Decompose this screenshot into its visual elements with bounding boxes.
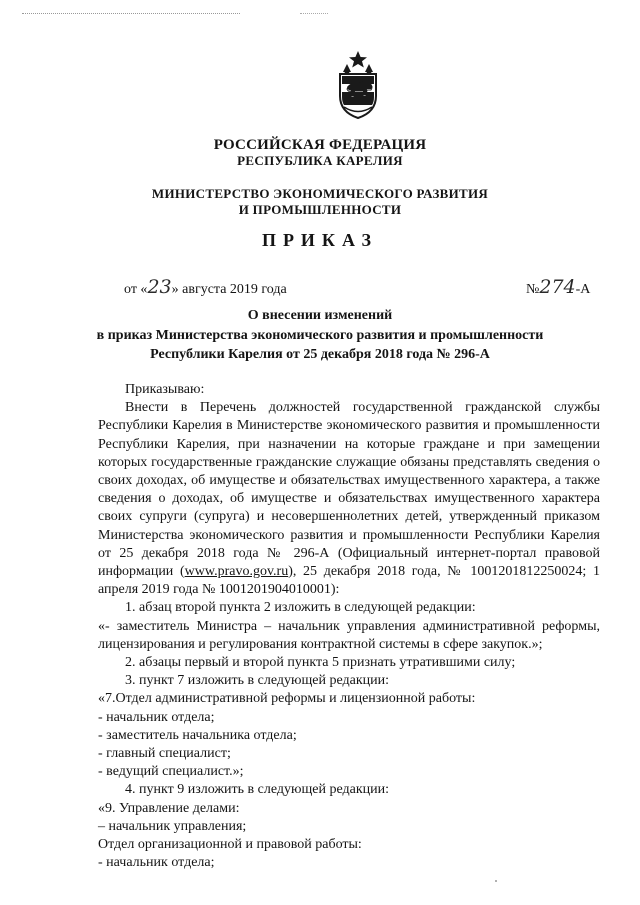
item-4-last: - начальник отдела; (98, 855, 215, 871)
intro-text-end: ), 25 декабря 2018 года, № 1001201812250024; 1 апреля 2019 года № 1001201904010001): (98, 564, 600, 598)
ministry-line-2: И ПРОМЫШЛЕННОСТИ (238, 202, 402, 217)
date-rest: » августа 2019 года (171, 282, 287, 297)
number-suffix: -А (575, 282, 591, 297)
item-3-list-entry: - заместитель начальника отдела; (98, 727, 297, 743)
item-4-sub: – начальник управления; (98, 818, 247, 834)
item-4: 4. пункт 9 изложить в следующей редакции: (125, 782, 389, 798)
scan-artifact-line (300, 13, 328, 14)
country-heading: РОССИЙСКАЯ ФЕДЕРАЦИЯ (213, 137, 427, 153)
intro-text: Внести в Перечень должностей государственной гражданской службы Республики Карелия в Министерстве экономического развития и промышленности Республики Карелия, при назначении на которые граждане и при замещении которых государственные гражданские служащие обязаны представлять сведения о своих доходах, об имуществе и обязательствах имущественного характера, а также сведения о доходах, об имуществе и обязательствах имущественного характера своих супруги (супруга) и несовершеннолетних детей, утвержденный приказом Министерства экономического развития и промышленности Республики Карелия от 25 декабря 2018 года № 296-А (Официальный интернет-портал правовой информации ( (98, 400, 600, 580)
republic-heading: РЕСПУБЛИКА КАРЕЛИЯ (237, 153, 403, 168)
item-4-heading: «9. Управление делами: (98, 800, 240, 816)
order-date (124, 276, 287, 298)
item-3-list-entry: - начальник отдела; (98, 709, 215, 725)
number-sign: № (526, 282, 540, 297)
intro-paragraph (98, 399, 600, 599)
item-1: 1. абзац второй пункта 2 изложить в следующей редакции: (125, 600, 476, 616)
item-3-list-entry: - ведущий специалист.»; (98, 764, 244, 780)
order-number (526, 276, 590, 298)
item-2: 2. абзацы первый и второй пункта 5 признать утратившими силу; (125, 655, 516, 671)
date-prefix: от « (124, 282, 148, 297)
ministry-heading (0, 186, 640, 218)
ministry-line-1: МИНИСТЕРСТВО ЭКОНОМИЧЕСКОГО РАЗВИТИЯ (151, 186, 489, 201)
item-3: 3. пункт 7 изложить в следующей редакции: (125, 673, 389, 689)
date-day-handwritten: 23 (147, 276, 172, 298)
document-title (0, 306, 640, 365)
karelia-coat-of-arms-icon (333, 50, 383, 120)
scan-artifact-line (22, 13, 240, 14)
document-type-heading: ПРИКАЗ (261, 230, 379, 250)
order-word: Приказываю: (125, 382, 205, 397)
pravo-link[interactable]: www.pravo.gov.ru (184, 564, 289, 580)
item-4-department: Отдел организационной и правовой работы: (98, 837, 362, 853)
title-line-1: О внесении изменений (247, 308, 393, 323)
item-3-heading: «7.Отдел административной реформы и лицензионной работы: (98, 691, 476, 707)
document-body (98, 381, 600, 872)
title-line-3: Республики Карелия от 25 декабря 2018 года № 296-А (150, 347, 490, 362)
number-handwritten: 274 (539, 276, 576, 298)
item-1-text: «- заместитель Министра – начальник управления административной реформы, лицензирования и регулирования контрактной системы в сфере закупок.»; (98, 618, 600, 652)
scan-speck (495, 880, 497, 882)
item-3-list-entry: - главный специалист; (98, 746, 231, 762)
title-line-2: в приказ Министерства экономического развития и промышленности (96, 327, 544, 343)
